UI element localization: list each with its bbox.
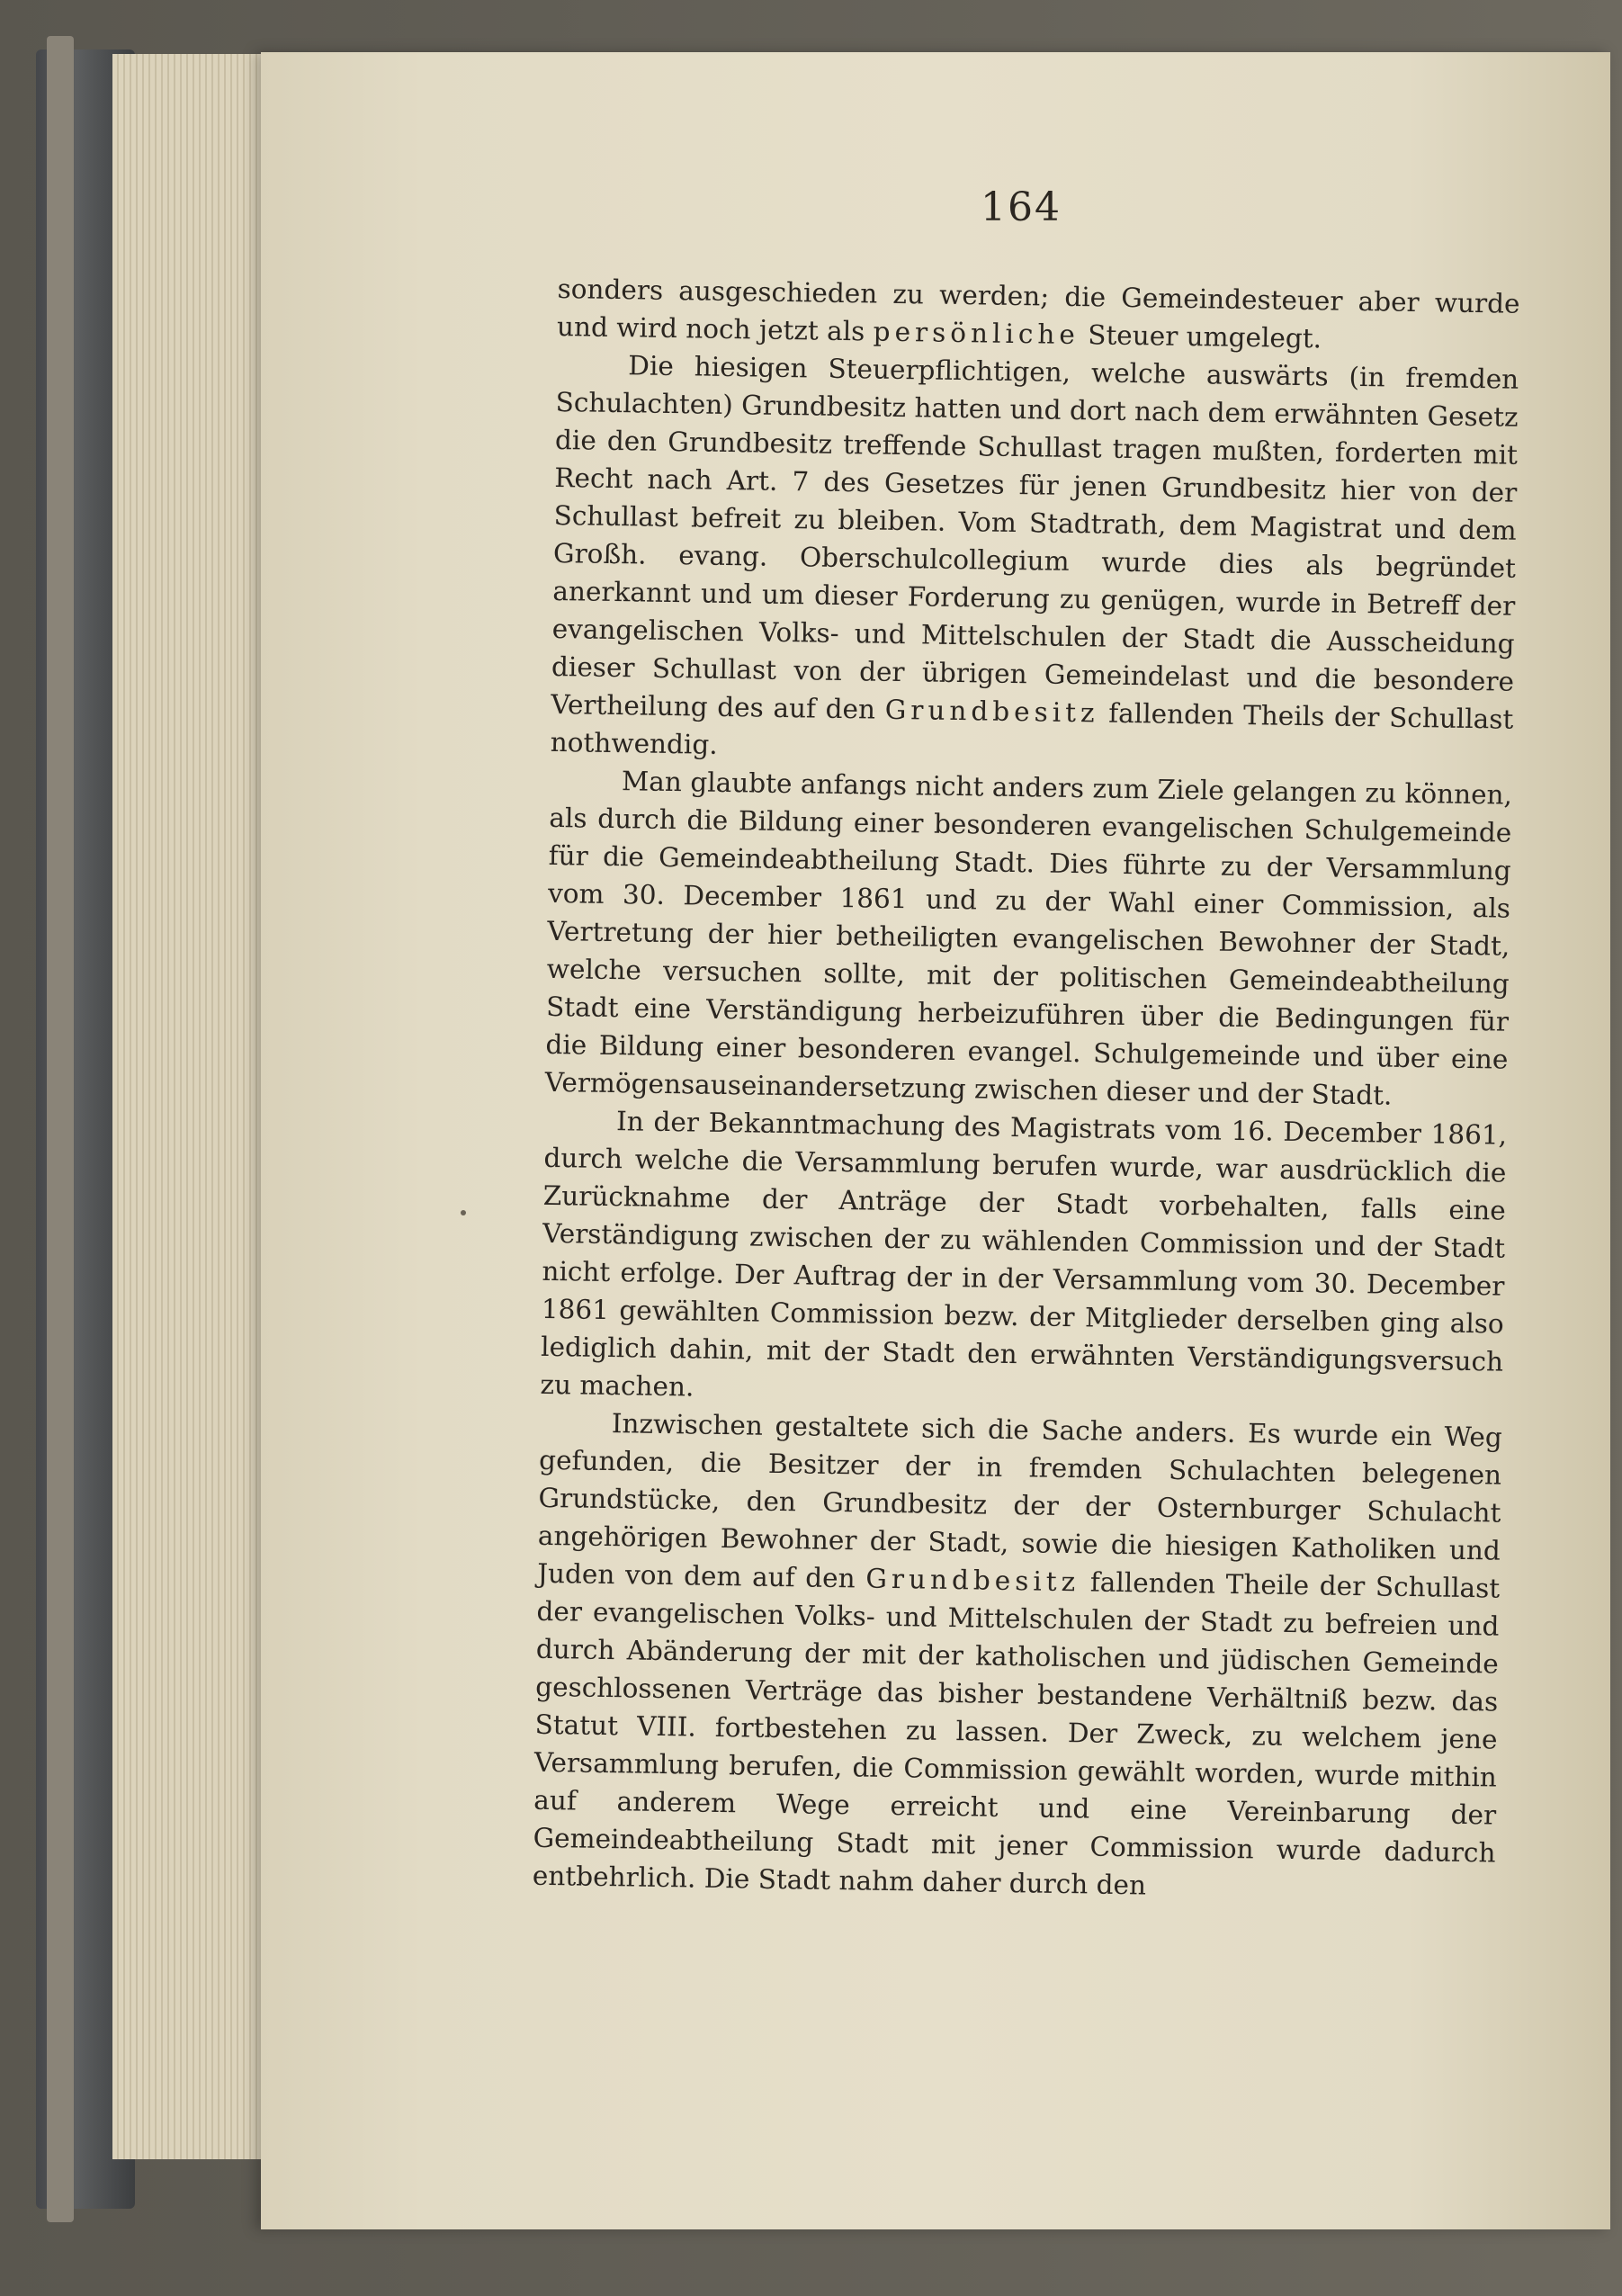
paragraph-3: Man glaubte anfangs nicht anders zum Ziele gelangen zu können, als durch die Bildung einer besonderen evangelischen Schulgemeinde für die Gemeindeabtheilung Stadt. Dies führte zu der Versammlung vom 30. December 1861 und zu der Wahl einer Commission, als Vertretung der hier betheiligten evangelischen Bewohner der Stadt, welche versuchen sollte, mit der politischen Gemeindeabtheilung Stadt eine Verständigung herbeizuführen über die Bedingungen für die Bildung einer besonderen evangel. Schulgemeinde und über eine Vermögensauseinandersetzung zwischen dieser und der Stadt. [544,766,1513,1111]
paragraph-1-emphasis: persönliche [873,316,1080,351]
paragraph-1-text-end: Steuer umgelegt. [1079,319,1322,354]
paragraph-2-text: Die hiesigen Steuerpflichtigen, welche auswärts (in fremden Schulachten) Grundbesitz hatten und dort nach dem erwähnten Gesetz die den Grundbesitz treffende Schullast tragen mußten, forderten mit Recht nach Art. 7 des Gesetzes für jenen Grundbesitz hier von der Schullast befreit zu bleiben. Vom Stadtrath, dem Magistrat und dem Großh. evang. Oberschulcollegium wurde dies als begründet anerkannt und um dieser Forderung zu genügen, wurde in Betreff der evangelischen Volks- und Mittelschulen der Stadt die Ausscheidung dieser Schullast von der übrigen Gemeindelast und die besondere Vertheilung des auf den [551,350,1519,725]
paragraph-2 [550,345,1519,776]
paragraph-2-emphasis: Grundbesitz [884,694,1099,729]
paragraph-4: In der Bekanntmachung des Magistrats vom 16. December 1861, durch welche die Versammlung berufen wurde, war ausdrücklich die Zurücknahme der Anträge der Stadt vorbehalten, falls eine Verständigung zwischen der zu wählenden Commission und der Stadt nicht erfolge. Der Auftrag der in der Versammlung vom 30. December 1861 gewählten Commission bezw. der Mitglieder derselben ging also lediglich dahin, mit der Stadt den erwähnten Verständigungsversuch zu machen. [540,1106,1508,1403]
paragraph-5-emphasis: Grundbesitz [865,1563,1080,1598]
paragraph-5-text-end: fallenden Theile der Schullast der evangelischen Volks- und Mittelschulen der Stadt zu befreien und durch Abänderung der mit der katholischen und jüdischen Gemeinde geschlossenen Verträge das bisher bestandene Verhältniß bezw. das Statut VIII. fortbestehen zu lassen. Der Zweck, zu welchem jene Versammlung berufen, die Commission gewählt worden, wurde mithin auf anderem Wege erreicht und eine Vereinbarung der Gemeindeabtheilung Stadt mit jener Commission wurde dadurch entbehrlich. Die Stadt nahm daher durch den [532,1566,1501,1901]
page-body-text [533,270,1520,1910]
page-number: 164 [981,184,1062,230]
paragraph-1-text: sonders ausgeschieden zu werden; die Gemeindesteuer aber wurde und wird noch jetzt als [556,273,1520,347]
paragraph-2-text-end: fallenden Theils der Schullast nothwendig. [550,697,1514,760]
paper-speck [461,1210,466,1215]
paragraph-5-text: Inzwischen gestaltete sich die Sache anders. Es wurde ein Weg gefunden, die Besitzer der in fremden Schulachten belegenen Grundstücke, den Grundbesitz der der Osternburger Schulacht angehörigen Bewohner der Stadt, sowie die hiesigen Katholiken und Juden von dem auf den [536,1408,1503,1594]
paragraph-5 [533,1404,1502,1910]
cover-edge [47,36,74,2222]
